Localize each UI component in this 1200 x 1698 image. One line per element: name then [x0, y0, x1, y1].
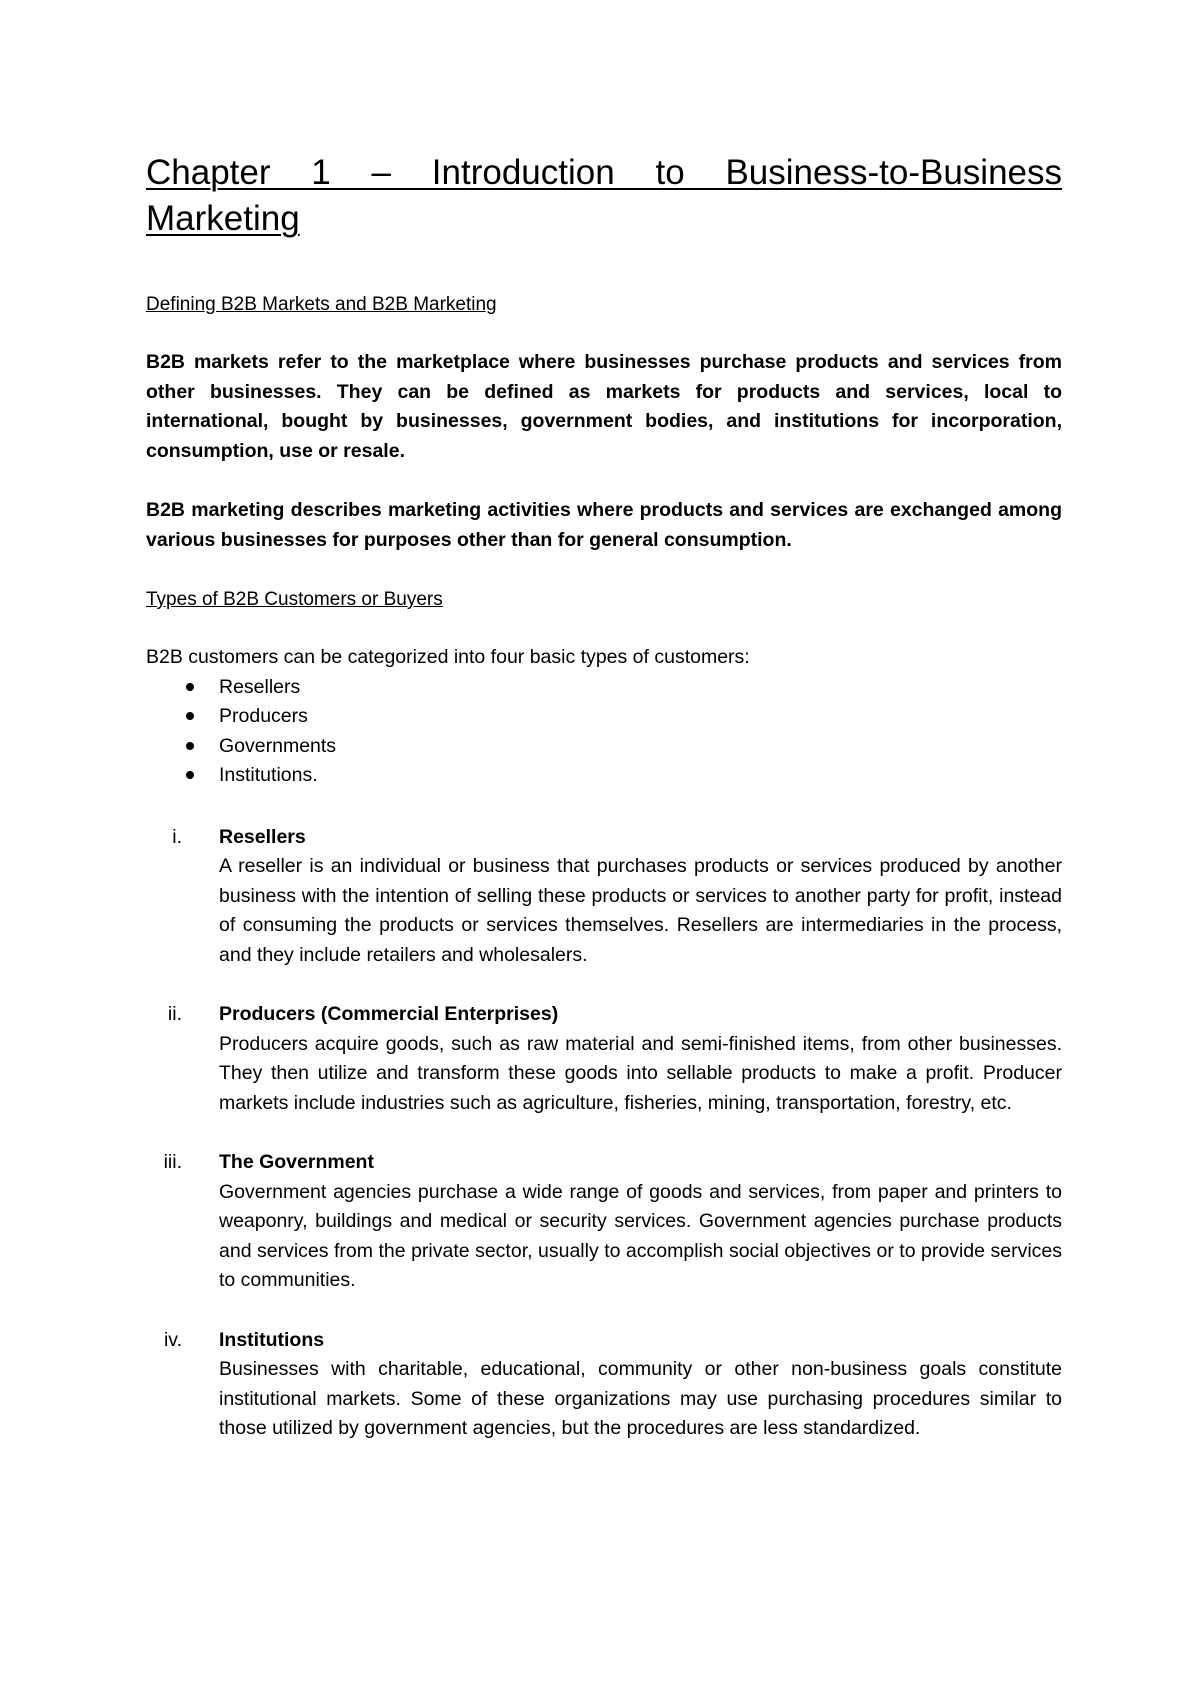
- bullet-item: [146, 702, 1062, 732]
- bullet-icon: [186, 712, 194, 720]
- bullet-item: [146, 732, 1062, 762]
- bullet-label: Governments: [219, 734, 337, 757]
- customer-types-numbered-list: [146, 823, 1062, 1444]
- bullet-icon: [186, 742, 194, 750]
- b2b-marketing-paragraph: B2B marketing describes marketing activities where products and services are exchanged among various businesses for purposes other than for general consumption.: [146, 499, 1062, 551]
- type-item-resellers: [146, 823, 1062, 971]
- type-numeral: i.: [172, 825, 182, 848]
- type-body: Producers acquire goods, such as raw material and semi-finished items, from other businesses. They then utilize and transform these goods into sellable products to make a profit. Producer markets include industries such as agriculture, fisheries, mining, transportation, forestry, etc.: [219, 1032, 1062, 1114]
- chapter-title: Chapter 1 – Introduction to Business-to-Business Marketing: [146, 153, 1062, 238]
- type-item-producers: [146, 1000, 1062, 1118]
- type-item-institutions: [146, 1326, 1062, 1444]
- b2b-markets-paragraph: B2B markets refer to the marketplace where businesses purchase products and services from other businesses. They can be defined as markets for products and services, local to international, bought by businesses, government bodies, and institutions for incorporation, consumption, use or resale.: [146, 351, 1062, 462]
- bullet-icon: [186, 771, 194, 779]
- customer-types-intro: B2B customers can be categorized into four basic types of customers:: [146, 646, 750, 668]
- section-heading-defining-b2b: Defining B2B Markets and B2B Marketing: [146, 294, 497, 315]
- bullet-icon: [186, 683, 194, 691]
- bullet-label: Resellers: [219, 675, 301, 698]
- type-title: Producers (Commercial Enterprises): [219, 1003, 559, 1025]
- type-body: Businesses with charitable, educational, community or other non-business goals constitute institutional markets. Some of these organizations may use purchasing procedures similar to those utilized by government agencies, but the procedures are less standardized.: [219, 1358, 1062, 1439]
- type-body: A reseller is an individual or business that purchases products or services produced by another business with the intention of selling these products or services to another party for profit, instead of consuming the products or services themselves. Resellers are intermediaries in the process, and they include retailers and wholesalers.: [219, 855, 1062, 966]
- bullet-item: [146, 673, 1062, 703]
- type-numeral: iv.: [163, 1328, 182, 1351]
- type-title: Institutions: [219, 1328, 325, 1351]
- type-numeral: iii.: [163, 1151, 182, 1173]
- section-heading-customer-types: Types of B2B Customers or Buyers: [146, 589, 443, 610]
- type-numeral: ii.: [167, 1003, 182, 1025]
- bullet-label: Producers: [219, 705, 308, 727]
- type-title: The Government: [219, 1151, 374, 1173]
- type-item-government: [146, 1148, 1062, 1296]
- bullet-label: Institutions.: [219, 764, 318, 786]
- document-page: [146, 150, 1062, 1444]
- customer-types-bullet-list: [146, 673, 1062, 791]
- type-title: Resellers: [219, 825, 306, 848]
- bullet-item: [146, 761, 1062, 791]
- type-body: Government agencies purchase a wide range of goods and services, from paper and printers to weaponry, buildings and medical or security services. Government agencies purchase products and services from the private sector, usually to accomplish social objectives or to provide services to communities.: [219, 1180, 1062, 1291]
